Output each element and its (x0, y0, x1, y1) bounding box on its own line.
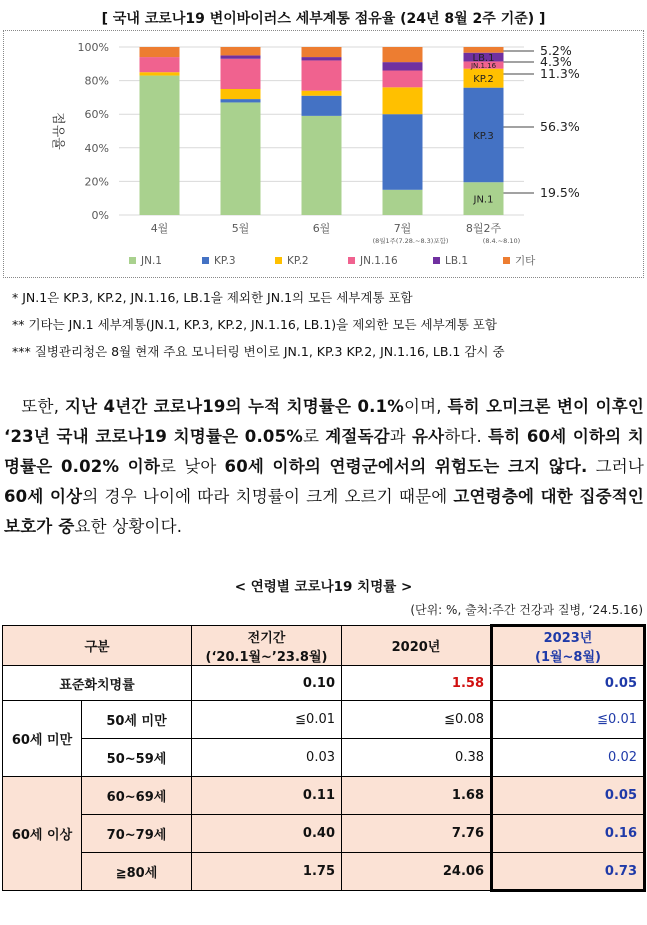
cell-value: 0.40 (192, 815, 342, 853)
bar-segment (302, 60, 342, 90)
bar-segment (140, 47, 180, 57)
bar-segment (302, 116, 342, 215)
bar-segment (221, 102, 261, 215)
cell-value: 0.73 (492, 853, 645, 891)
cell-value: ≦0.08 (342, 701, 492, 739)
bar-segment (302, 96, 342, 116)
bar-segment (140, 72, 180, 75)
bar-segment (221, 59, 261, 89)
cell-value: 24.06 (342, 853, 492, 891)
x-tick-label: 5월 (231, 222, 250, 235)
row-label: 표준화치명률 (3, 666, 192, 701)
table-row (3, 739, 645, 777)
y-tick-label: 20% (84, 175, 109, 189)
table-row (3, 815, 645, 853)
text-run: 과 (389, 427, 412, 446)
cell-value: 0.03 (192, 739, 342, 777)
legend-label: JN.1 (141, 255, 162, 267)
header-text: 2023년 (543, 631, 593, 646)
footnote-2: ** 기타는 JN.1 세부계통(JN.1, KP.3, KP.2, JN.1.16, LB.1)을 제외한 모든 세부계통 포함 (12, 317, 497, 332)
row-label: 50세 미만 (82, 701, 192, 739)
text-run: 계절독감 (325, 427, 390, 446)
cell-value: ≦0.01 (492, 701, 645, 739)
legend-label: KP.3 (214, 255, 236, 267)
annotation-label: 19.5% (540, 185, 580, 200)
text-run: 그러나 (587, 457, 644, 476)
bar-segment (221, 55, 261, 58)
chart-container (3, 30, 644, 278)
text-run: 의 경우 나이에 따라 치명률이 크게 오르기 때문에 (82, 487, 454, 506)
x-tick-label: 4월 (150, 222, 169, 235)
legend-swatch (433, 257, 440, 264)
bar-segment (464, 47, 504, 53)
header-category: 구분 (3, 626, 192, 666)
legend-label: 기타 (515, 255, 536, 267)
legend-label: LB.1 (445, 255, 469, 267)
annotation-label: 11.3% (540, 66, 580, 81)
footnotes (12, 284, 505, 365)
legend-swatch (348, 257, 355, 264)
bar-segment (140, 57, 180, 72)
text-run: 유사 (411, 427, 445, 446)
cell-value: 7.76 (342, 815, 492, 853)
y-axis-label: 점유율 (50, 112, 65, 150)
x-tick-label: 8월2주 (465, 222, 502, 235)
y-tick-label: 80% (84, 74, 109, 88)
legend-label: KP.2 (287, 255, 309, 267)
annotation-label: 56.3% (540, 119, 580, 134)
bar-segment (383, 190, 423, 215)
legend-swatch (202, 257, 209, 264)
bar-series-label: KP.2 (473, 74, 494, 86)
bar-segment (302, 47, 342, 57)
cell-value: 1.68 (342, 777, 492, 815)
bar-segment (383, 47, 423, 62)
bar-segment (302, 57, 342, 60)
group-label: 60세 미만 (3, 701, 82, 777)
bar-series-label: JN.1 (473, 194, 494, 206)
text-run: 로 (303, 427, 326, 446)
row-label: 50~59세 (82, 739, 192, 777)
cell-value: 0.05 (492, 666, 645, 701)
text-run: 요한 상황이다. (74, 517, 183, 536)
row-label: 70~79세 (82, 815, 192, 853)
x-tick-label: 7월 (393, 222, 412, 235)
table-unit: (단위: %, 출처:주간 건강과 질병, ‘24.5.16) (410, 603, 643, 617)
cell-value: 0.10 (192, 666, 342, 701)
legend-label: JN.1.16 (360, 255, 398, 267)
annotation-label: 4.3% (540, 54, 572, 69)
cell-value: 1.75 (192, 853, 342, 891)
header-2020: 2020년 (342, 626, 492, 666)
x-tick-note: (8월1주(7.28.~8.3)포함) (372, 237, 449, 245)
bar-segment (383, 62, 423, 70)
bar-segment (383, 87, 423, 114)
bar-segment (302, 91, 342, 96)
table-header-row (3, 626, 645, 666)
bar-segment (383, 71, 423, 88)
header-2023 (492, 626, 645, 666)
x-tick-note: (8.4.~8.10) (482, 237, 521, 245)
bar-series-label: LB.1 (472, 53, 495, 65)
y-tick-label: 40% (84, 141, 109, 155)
cell-value: 0.11 (192, 777, 342, 815)
header-period (192, 626, 342, 666)
stacked-bar-chart (4, 31, 643, 277)
cell-value: 0.38 (342, 739, 492, 777)
legend-swatch (503, 257, 510, 264)
footnote-3: *** 질병관리청은 8월 현재 주요 모니터링 변이로 JN.1, KP.3 KP.2, JN.1.16, LB.1 감시 중 (12, 344, 505, 359)
text-run: 특히 오미크론 변이 이후인 ‘23년 국내 코로나19 치명률은 0.05% (4, 397, 644, 446)
cell-value: ≦0.01 (192, 701, 342, 739)
y-tick-label: 0% (91, 209, 109, 222)
bar-segment (221, 99, 261, 102)
text-run: 60세 이상 (4, 487, 83, 506)
row-label: ≧80세 (82, 853, 192, 891)
text-run: 특히 60세 이하의 치명률은 0.02% 이하 (4, 427, 644, 476)
bar-segment (221, 89, 261, 99)
bar-segment (221, 47, 261, 55)
annotation-label: 5.2% (540, 43, 572, 58)
footnote-1: * JN.1은 KP.3, KP.2, JN.1.16, LB.1을 제외한 JN.1의 모든 세부계통 포함 (12, 290, 413, 305)
chart-title: [ 국내 코로나19 변이바이러스 세부계통 점유율 (24년 8월 2주 기준) ] (101, 11, 546, 27)
cell-value: 0.16 (492, 815, 645, 853)
table-row (3, 777, 645, 815)
cell-value: 0.05 (492, 777, 645, 815)
table-row (3, 853, 645, 891)
text-run: 하다. (444, 427, 489, 446)
text-run: 로 낮아 (160, 457, 225, 476)
text-run: 지난 4년간 코로나19의 누적 치명률은 0.1% (64, 397, 405, 416)
row-label: 60~69세 (82, 777, 192, 815)
y-tick-label: 100% (77, 41, 109, 54)
table-row (3, 701, 645, 739)
header-text: 전기간 (247, 630, 286, 646)
text-run: 또한, (21, 397, 65, 416)
bar-series-label: KP.3 (473, 130, 494, 142)
header-text: (‘20.1월~’23.8월) (205, 649, 328, 665)
bar-segment (383, 114, 423, 190)
legend-swatch (129, 257, 136, 264)
table-row (3, 666, 645, 701)
bar-series-label: JN.1.16 (470, 62, 497, 71)
group-label: 60세 이상 (3, 777, 82, 891)
cell-value: 1.58 (342, 666, 492, 701)
text-run: 60세 이하의 연령군에서의 위험도는 크지 않다. (224, 457, 588, 476)
y-tick-label: 60% (84, 108, 109, 122)
cell-value: 0.02 (492, 739, 645, 777)
text-run: 고연령층에 대한 집중적인 보호가 중 (4, 487, 645, 536)
text-run: 이며, (404, 397, 448, 416)
x-tick-label: 6월 (312, 222, 331, 235)
legend-swatch (275, 257, 282, 264)
body-paragraph (4, 392, 644, 542)
bar-segment (140, 76, 180, 215)
fatality-rate-table (2, 624, 646, 892)
table-title: < 연령별 코로나19 치명률 > (234, 579, 413, 595)
header-text: (1월~8월) (535, 650, 601, 665)
